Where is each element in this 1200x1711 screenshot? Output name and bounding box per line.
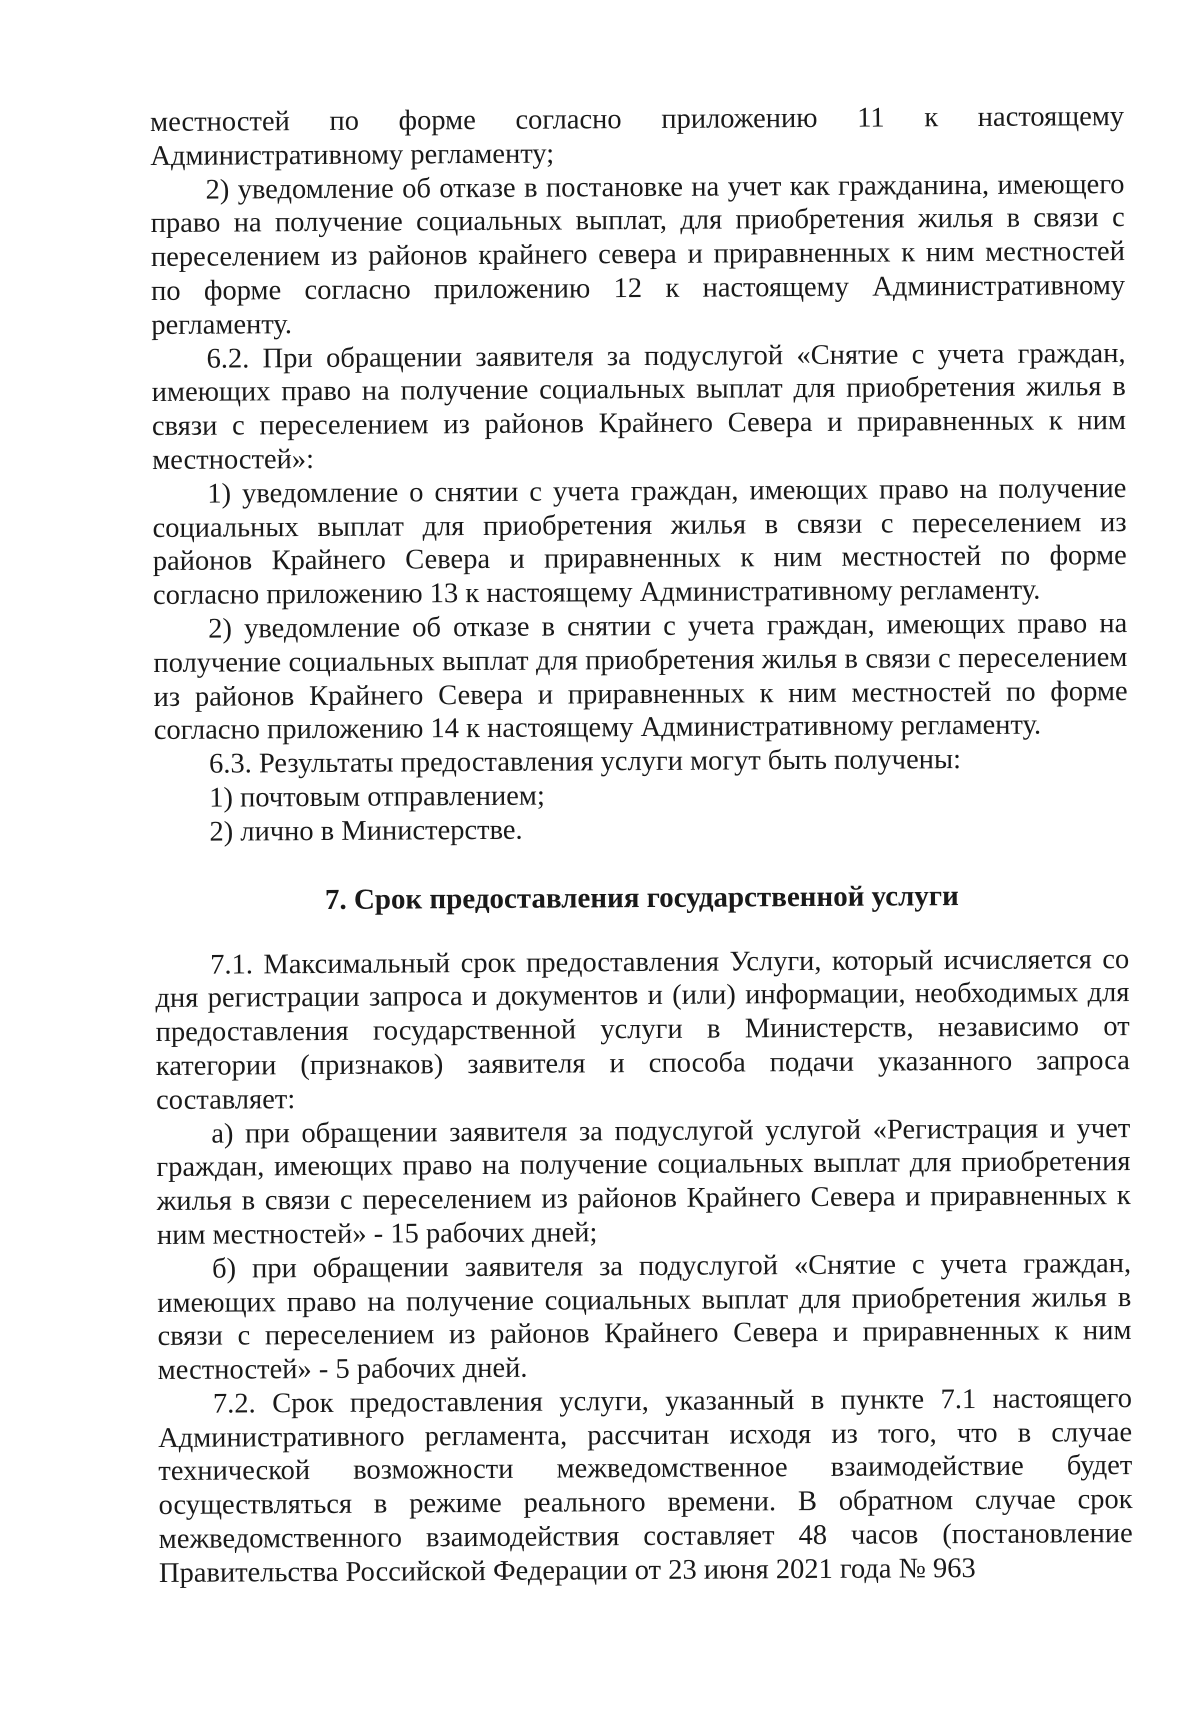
paragraph-item-b: б) при обращении заявителя за подуслугой «Снятие с учета граждан, имеющих право на получение социальных выплат для приобретения жилья в связи с переселением из районов Крайнего Севера и приравненных к ним местностей» - 5 рабочих дней. [157, 1247, 1132, 1387]
paragraph-item-in-person: 2) лично в Министерстве. [209, 814, 523, 848]
paragraph-item-removal-notice: 1) уведомление о снятии с учета граждан, имеющих право на получение социальных выплат для приобретения жилья в связи с переселением из районов Крайнего Севера и приравненных к ним местностей по форме согласно приложению 13 к настоящему Административному регламенту. [152, 472, 1127, 612]
paragraph-6-3: 6.3. Результаты предоставления услуги могут быть получены: [208, 744, 962, 780]
paragraph-6-2: 6.2. При обращении заявителя за подуслугой «Снятие с учета граждан, имеющих право на получение социальных выплат для приобретения жилья в связи с переселением из районов Крайнего Севера и приравненных к ним местностей»: [151, 337, 1127, 476]
document-body [150, 100, 1133, 1591]
paragraph-7-1: 7.1. Максимальный срок предоставления Услуги, который исчисляется со дня регистрации запроса и документов и (или) информации, необходимых для предоставления государственной услуги в Министерств, независимо от категории (признаков) заявителя и способа подачи указанного запроса составляет: [155, 943, 1130, 1116]
paragraph-item-refusal-removal: 2) уведомление об отказе в снятии с учета граждан, имеющих право на получение социальных выплат для приобретения жилья в связи с переселением из районов Крайнего Севера и приравненных к ним местностей по форме согласно приложению 14 к настоящему Административному регламенту. [153, 607, 1128, 747]
paragraph-item-mail: 1) почтовым отправлением; [209, 780, 545, 814]
paragraph-item-a: а) при обращении заявителя за подуслугой услугой «Регистрация и учет граждан, имеющих право на получение социальных выплат для приобретения жилья в связи с переселением из районов Крайнего Севера и приравненных к ним местностей» - 15 рабочих дней; [156, 1112, 1131, 1251]
section-heading: 7. Срок предоставления государственной услуги [324, 879, 959, 916]
paragraph-item-refusal-registration: 2) уведомление об отказе в постановке на учет как гражданина, имеющего право на получение социальных выплат, для приобретения жилья в связи с переселением из районов крайнего севера и приравненных к ним местностей по форме согласно приложению 12 к настоящему Административному регламенту. [150, 168, 1126, 341]
paragraph-7-2: 7.2. Срок предоставления услуги, указанный в пункте 7.1 настоящего Административного регламента, рассчитан исходя из того, что в случае технической возможности межведомственное взаимодействие будет осуществляться в режиме реального времени. В обратном случае срок межведомственного взаимодействия составляет 48 часов (постановление Правительства Российской Федерации от 23 июня 2021 года № 963 [158, 1382, 1133, 1589]
paragraph-continuation: местностей по форме согласно приложению 11 к настоящему Административному регламенту; [150, 101, 1125, 172]
